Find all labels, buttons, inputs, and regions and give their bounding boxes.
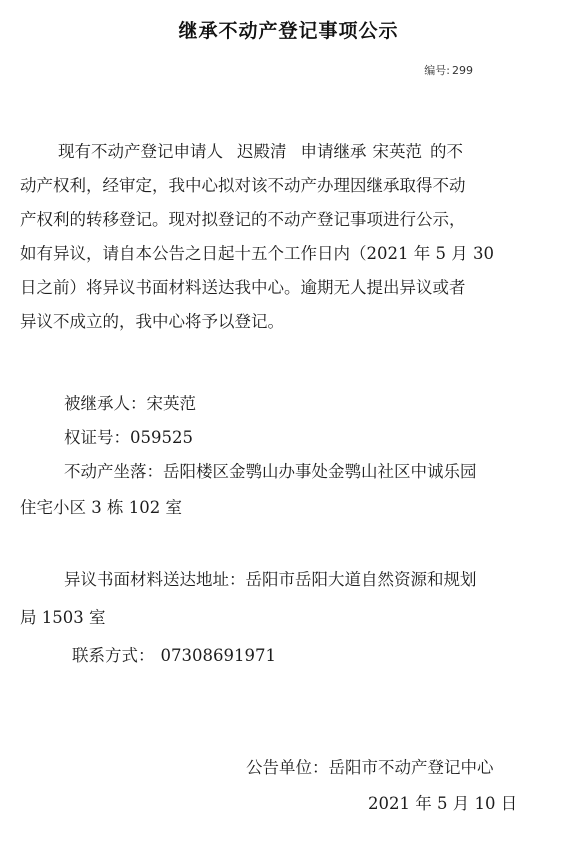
body-line-6: 异议不成立的，我中心将予以登记。 xyxy=(20,312,284,331)
address-field xyxy=(64,570,477,590)
certificate-field xyxy=(64,428,193,448)
address-field-value-line-1: 岳阳市岳阳大道自然资源和规划 xyxy=(245,570,477,589)
document-number xyxy=(422,62,473,78)
document-number-value: 299 xyxy=(452,64,473,77)
body-line-1 xyxy=(58,142,577,162)
issuing-unit-label: 公告单位： xyxy=(246,758,329,777)
address-field-value-line-2: 局 1503 室 xyxy=(20,608,106,627)
contact-field-label: 联系方式： xyxy=(72,646,155,665)
location-field xyxy=(64,462,477,482)
applicant-name: 迟殿清 xyxy=(237,142,287,161)
address-field-label: 异议书面材料送达地址： xyxy=(64,570,246,589)
contact-field xyxy=(72,646,276,666)
issue-date: 2021 年 5 月 10 日 xyxy=(368,794,518,813)
notice-title: 继承不动产登记事项公示 xyxy=(178,20,399,42)
contact-field-value: 07308691971 xyxy=(160,646,276,665)
body-line-4: 如有异议，请自本公告之日起十五个工作日内（2021 年 5 月 30 xyxy=(20,244,494,263)
decedent-name: 宋英范 xyxy=(372,142,422,161)
issuing-unit xyxy=(246,754,494,778)
location-field-value-line-1: 岳阳楼区金鹗山办事处金鹗山社区中诚乐园 xyxy=(163,462,477,481)
body-line-1-suffix: 的不 xyxy=(430,142,463,161)
certificate-field-value: 059525 xyxy=(130,428,193,447)
issuing-unit-value: 岳阳市不动产登记中心 xyxy=(328,758,494,777)
location-field-value-line-2: 住宅小区 3 栋 102 室 xyxy=(20,498,182,517)
body-line-3: 产权利的转移登记。现对拟登记的不动产登记事项进行公示， xyxy=(20,210,466,229)
body-line-2: 动产权利，经审定，我中心拟对该不动产办理因继承取得不动 xyxy=(20,176,466,195)
decedent-field xyxy=(64,394,196,414)
body-line-1-mid: 申请继承 xyxy=(300,142,367,161)
body-line-5: 日之前）将异议书面材料送达我中心。逾期无人提出异议或者 xyxy=(20,278,466,297)
certificate-field-label: 权证号： xyxy=(64,428,130,447)
document-number-label: 编号: xyxy=(424,64,450,77)
location-field-label: 不动产坐落： xyxy=(64,462,163,481)
decedent-field-label: 被继承人： xyxy=(64,394,147,413)
decedent-field-value: 宋英范 xyxy=(146,394,196,413)
body-line-1-prefix: 现有不动产登记申请人 xyxy=(58,142,223,161)
